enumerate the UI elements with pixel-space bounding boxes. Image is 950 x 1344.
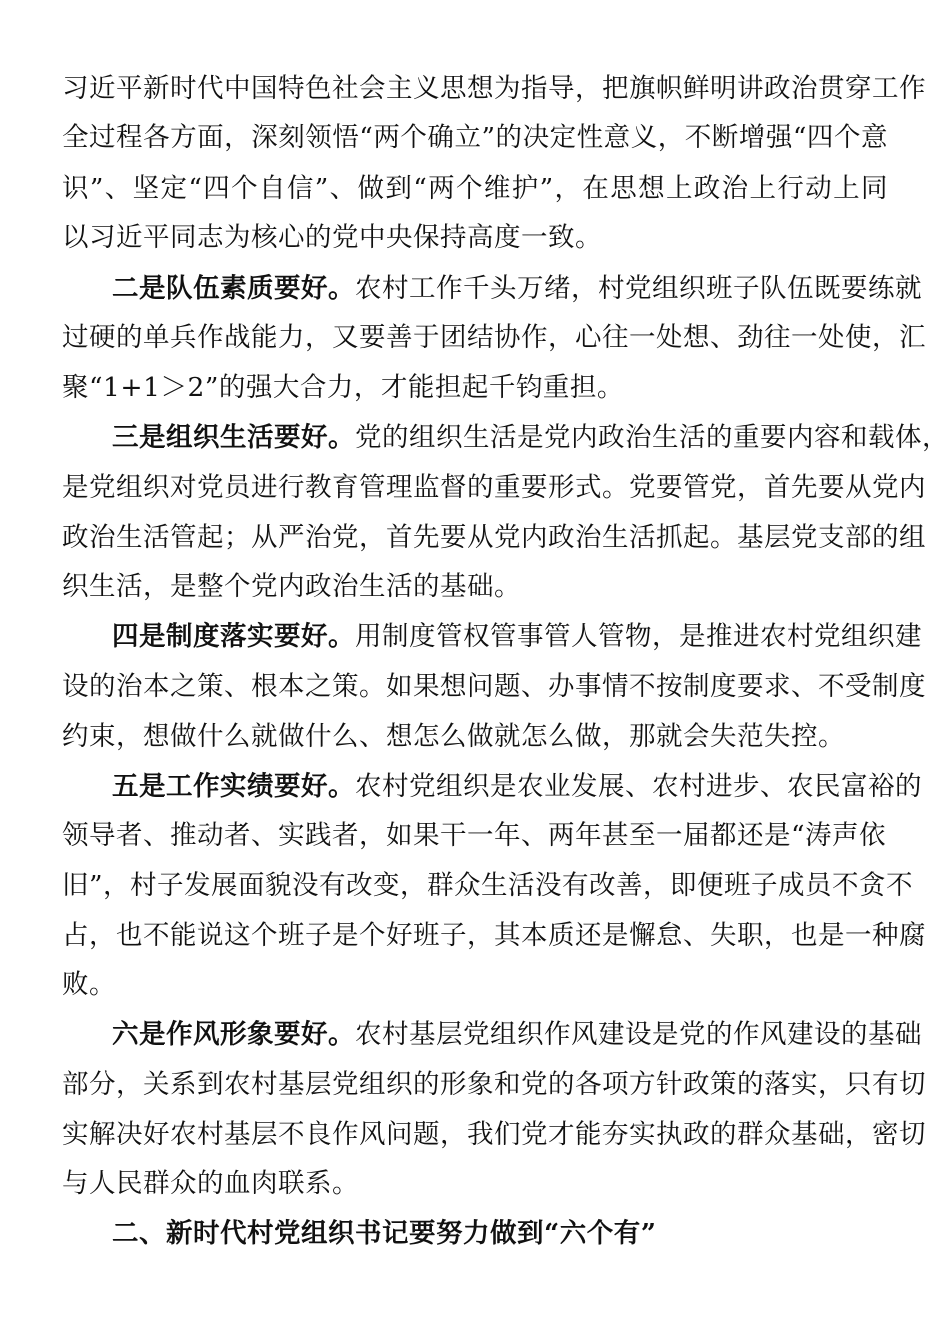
intro-line-4: 以习近平同志为核心的党中央保持高度一致。 (62, 222, 602, 253)
paragraph-5-line: 领导者、推动者、实践者，如果干一年、两年甚至一届都还是“涛声依 (62, 820, 887, 851)
paragraph-2-line: 过硬的单兵作战能力，又要善于团结协作，心往一处想、劲往一处使，汇 (62, 322, 926, 353)
section-heading: 二、新时代村党组织书记要努力做到“六个有” (112, 1218, 657, 1249)
paragraph-4-line: 设的治本之策、根本之策。如果想问题、办事情不按制度要求、不受制度 (62, 671, 926, 702)
paragraph-2-heading: 二是队伍素质要好。 (112, 273, 355, 304)
paragraph-6-first-line (112, 1018, 922, 1052)
paragraph-3-line: 是党组织对党员进行教育管理监督的重要形式。党要管党，首先要从党内 (62, 472, 926, 503)
paragraph-3-text: 党的组织生活是党内政治生活的重要内容和载体， (355, 422, 949, 453)
intro-line-3: 识”、坚定“四个自信”、做到“两个维护”，在思想上政治上行动上同 (62, 173, 888, 204)
paragraph-5-first-line (112, 770, 922, 804)
paragraph-2-first-line (112, 272, 922, 306)
paragraph-3-first-line (112, 421, 949, 455)
paragraph-6-heading: 六是作风形象要好。 (112, 1019, 355, 1050)
paragraph-3-heading: 三是组织生活要好。 (112, 422, 355, 453)
paragraph-5-line: 败。 (62, 969, 116, 1000)
paragraph-4-text: 用制度管权管事管人管物，是推进农村党组织建 (355, 621, 922, 652)
paragraph-3-line: 织生活，是整个党内政治生活的基础。 (62, 571, 521, 602)
paragraph-4-first-line (112, 620, 922, 654)
intro-line-2: 全过程各方面，深刻领悟“两个确立”的决定性意义，不断增强“四个意 (62, 122, 888, 153)
paragraph-6-line: 实解决好农村基层不良作风问题，我们党才能夯实执政的群众基础，密切 (62, 1119, 926, 1150)
paragraph-5-text: 农村党组织是农业发展、农村进步、农民富裕的 (355, 771, 922, 802)
paragraph-3-line: 政治生活管起；从严治党，首先要从党内政治生活抓起。基层党支部的组 (62, 522, 926, 553)
paragraph-5-line: 旧”，村子发展面貌没有改变，群众生活没有改善，即便班子成员不贪不 (62, 870, 914, 901)
paragraph-2-text: 农村工作千头万绪，村党组织班子队伍既要练就 (355, 273, 922, 304)
paragraph-6-line: 部分，关系到农村基层党组织的形象和党的各项方针政策的落实，只有切 (62, 1069, 926, 1100)
paragraph-6-text: 农村基层党组织作风建设是党的作风建设的基础 (355, 1019, 922, 1050)
paragraph-5-line: 占，也不能说这个班子是个好班子，其本质还是懈怠、失职，也是一种腐 (62, 920, 926, 951)
paragraph-5-heading: 五是工作实绩要好。 (112, 771, 355, 802)
paragraph-2-line: 聚“1+1＞2”的强大合力，才能担起千钧重担。 (62, 372, 624, 403)
paragraph-4-heading: 四是制度落实要好。 (112, 621, 355, 652)
paragraph-4-line: 约束，想做什么就做什么、想怎么做就怎么做，那就会失范失控。 (62, 721, 845, 752)
paragraph-6-line: 与人民群众的血肉联系。 (62, 1168, 359, 1199)
intro-line-1: 习近平新时代中国特色社会主义思想为指导，把旗帜鲜明讲政治贯穿工作 (62, 73, 926, 104)
